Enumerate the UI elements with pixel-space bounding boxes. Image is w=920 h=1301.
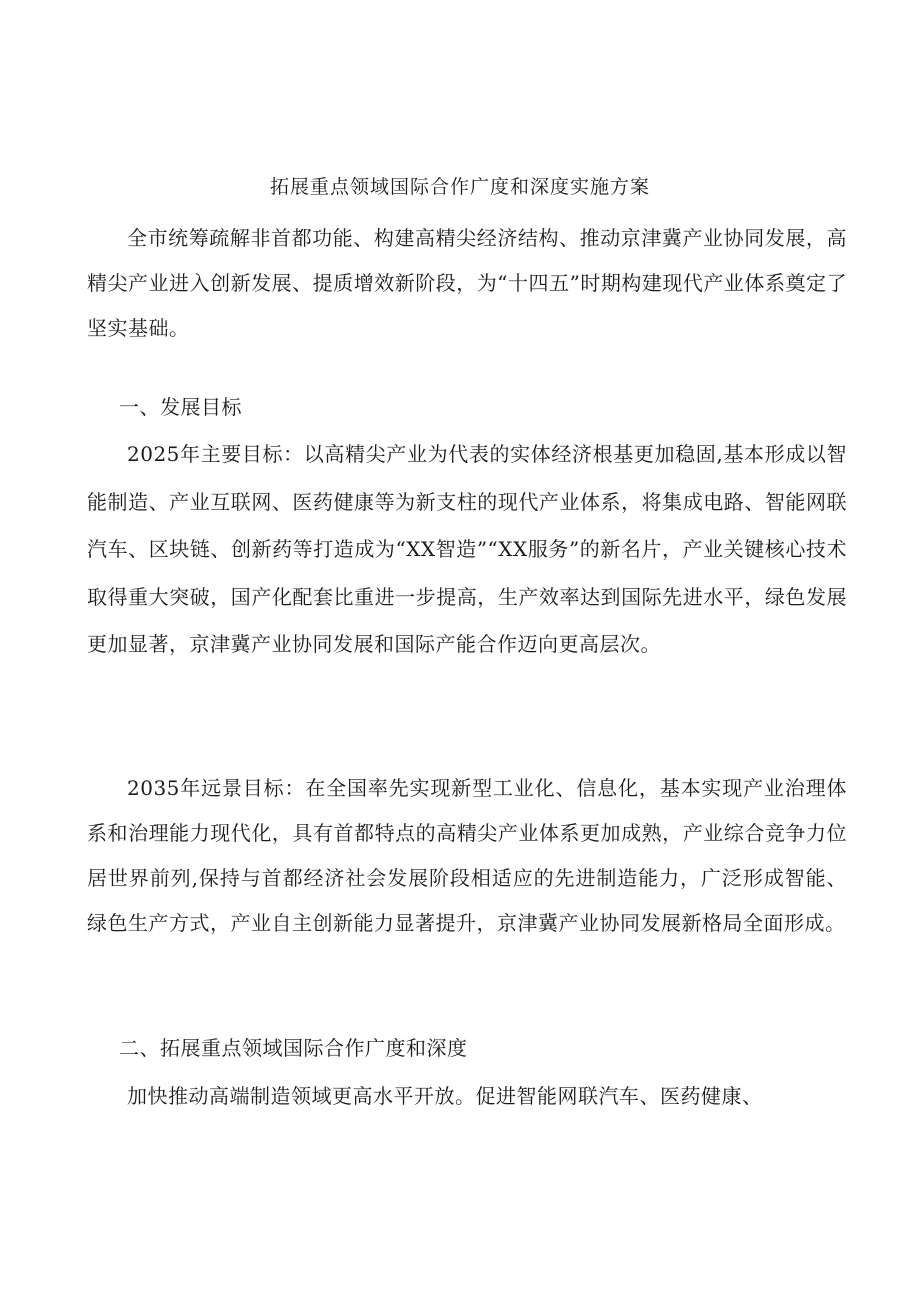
goal-2035-paragraph: 2035年远景目标：在全国率先实现新型工业化、信息化，基本实现产业治理体系和治理能力现代化，具有首都特点的高精尖产业体系更加成熟，产业综合竞争力位居世界前列,保持与首都经济社会发展阶段相适应的先进制造能力，广泛形成智能、绿色生产方式，产业自主创新能力显著提升，京津冀产业协同发展新格局全面形成。 [87, 776, 847, 935]
document-title: 拓展重点领域国际合作广度和深度实施方案 [269, 176, 650, 198]
intro-paragraph: 全市统筹疏解非首都功能、构建高精尖经济结构、推动京津冀产业协同发展，高精尖产业进入创新发展、提质增效新阶段，为“十四五”时期构建现代产业体系奠定了坚实基础。 [87, 226, 847, 340]
section-heading-cooperation: 二、拓展重点领域国际合作广度和深度 [119, 1036, 468, 1060]
cooperation-paragraph: 加快推动高端制造领域更高水平开放。促进智能网联汽车、医药健康、 [127, 1084, 763, 1108]
section-heading-goals: 一、发展目标 [119, 395, 242, 419]
goal-2025-paragraph: 2025年主要目标：以高精尖产业为代表的实体经济根基更加稳固,基本形成以智能制造、产业互联网、医药健康等为新支柱的现代产业体系，将集成电路、智能网联汽车、区块链、创新药等打造成为“XX智造”“XX服务”的新名片，产业关键核心技术取得重大突破，国产化配套比重进一步提高，生产效率达到国际先进水平，绿色发展更加显著，京津冀产业协同发展和国际产能合作迈向更高层次。 [87, 442, 847, 656]
